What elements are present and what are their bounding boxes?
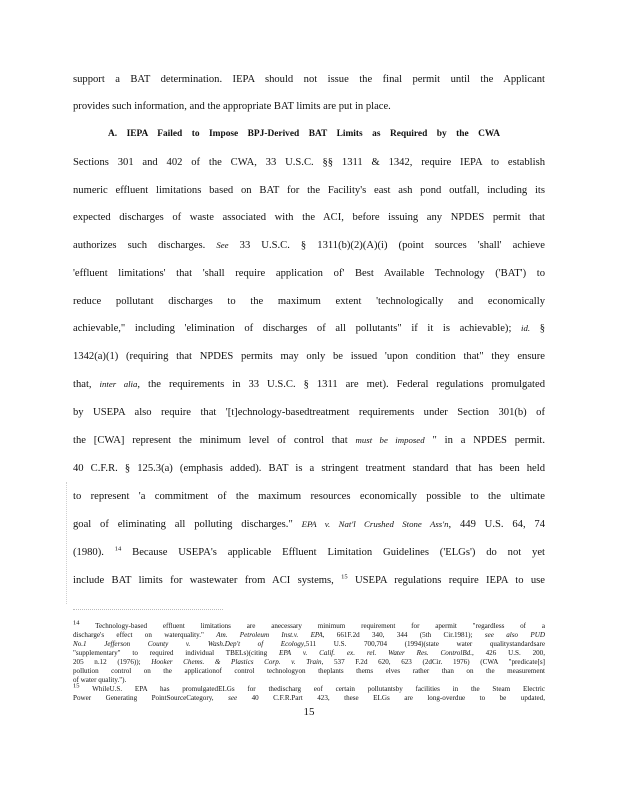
text-run: that, [73, 379, 92, 390]
footnote-line [73, 619, 545, 631]
body-line: numeric effluent limitations based on BAT for the Facility's east ash pond outfall, including its [73, 185, 545, 196]
body-line [73, 546, 545, 559]
footnote-line [73, 631, 545, 640]
case-name: Hooker Chems. & Plastics Corp. v. Train [151, 658, 322, 666]
footnote-number: 15 [73, 682, 80, 690]
footnote-line [73, 694, 545, 703]
text-run: , 426 U.S. 200, [471, 649, 545, 657]
case-signal: id. [521, 323, 531, 333]
text-run: ,511 U.S. 700,704 (1994)(state water qualitystandardsare [304, 640, 545, 648]
body-line: to represent 'a commitment of the maximum resources economically possible to the ultimate [73, 491, 545, 502]
body-line: provides such information, and the appropriate BAT limits are put in place. [73, 101, 391, 112]
footnote-number: 14 [73, 619, 80, 627]
case-signal: See [216, 240, 229, 250]
body-line: 40 C.F.R. § 125.3(a) (emphasis added). BAT is a stringent treatment standard that has been held [73, 463, 545, 474]
page-number: 15 [303, 706, 315, 718]
text-run: achievable," including 'elimination of discharges of all pollutants" if it is achievable); [73, 323, 512, 334]
body-line: reduce pollutant discharges to the maximum extent 'technologically and economically [73, 296, 545, 307]
text-run: " in a NPDES permit. [432, 435, 546, 446]
body-line: 'effluent limitations' that 'shall require application of' Best Available Technology ('BAT') to [73, 268, 545, 279]
emphasis: must be imposed [355, 435, 425, 445]
case-signal: see [228, 694, 238, 702]
text-run: 33 U.S.C. § 1311(b)(2)(A)(i) (point sources 'shall' achieve [239, 240, 546, 251]
text-run: 40 C.F.R.Part 423, these ELGs are long-overdue to be updated, [251, 694, 545, 702]
text-run: discharge's effect on waterquality." [73, 631, 204, 639]
body-line: support a BAT determination. IEPA should not issue the final permit until the Applicant [73, 74, 545, 85]
body-line: 1342(a)(1) (requiring that NPDES permits may only be issued 'upon condition that" they ensure [73, 351, 545, 362]
footnote-line: of water quality."). [73, 676, 127, 684]
margin-mark [66, 482, 67, 604]
body-line [73, 434, 545, 447]
text-run: Technology-based effluent limitations are anecessary minimum requirement for apermit "regardless of a [95, 622, 545, 630]
case-name: EPA v. Calif. ex. rel. Water Res. ControlBd. [279, 649, 472, 657]
section-heading: A. IEPA Failed to Impose BPJ-Derived BAT Limits as Required by the CWA [108, 129, 500, 139]
case-name: Am. Petroleum Inst.v. EPA [216, 631, 323, 639]
body-line: Sections 301 and 402 of the CWA, 33 U.S.C. §§ 1311 & 1342, require IEPA to establish [73, 157, 545, 168]
body-line [73, 322, 545, 335]
footnote-line: pollution control on the applicationof control technologyon theplants thems elves rather than on the measurement [73, 667, 545, 675]
body-line [73, 574, 545, 587]
text-run: , 537 F.2d 620, 623 (2dCir. 1976) (CWA "predicate[s] [321, 658, 545, 666]
text-run: Power Generating PointSourceCategory, [73, 694, 214, 702]
text-run: include BAT limits for wastewater from ACI systems, [73, 575, 334, 586]
text-run: Because USEPA's applicable Effluent Limitation Guidelines ('ELGs') do not yet [132, 547, 545, 558]
text-run: , the requirements in 33 U.S.C. § 1311 are met). Federal regulations promulgated [137, 379, 546, 390]
footnote-line [73, 682, 545, 694]
footnote-line [73, 649, 545, 658]
body-line [73, 239, 545, 252]
body-line: expected discharges of waste associated with the ACI, before issuing any NPDES permit that [73, 212, 545, 223]
text-run: (1980). [73, 547, 104, 558]
body-line [73, 518, 545, 531]
footnote-ref: 15 [341, 573, 348, 581]
text-run: , 449 U.S. 64, 74 [448, 519, 546, 530]
case-name: No.1 Jefferson County v. Wash.Dep't of Ecology [73, 640, 305, 648]
case-signal: see also PUD [484, 631, 545, 639]
case-name: EPA v. Nat'l Crushed Stone Ass'n [301, 519, 449, 529]
footnote-line [73, 658, 545, 667]
text-run: USEPA regulations require IEPA to use [354, 575, 545, 586]
latin-phrase: inter alia [99, 379, 138, 389]
body-line [73, 378, 545, 391]
text-run: the [CWA] represent the minimum level of control that [73, 435, 348, 446]
footnote-divider [73, 609, 223, 610]
text-run: WhileU.S. EPA has promulgatedELGs for thedischarg eof certain pollutantsby facilities in the Steam Electric [92, 685, 545, 693]
body-line: by USEPA also require that '[t]echnology-basedtreatment requirements under Section 301(b) of [73, 407, 545, 418]
footnote-line [73, 640, 545, 649]
footnote-ref: 14 [114, 545, 122, 553]
text-run: "supplementary" to required individual TBELs)(citing [73, 649, 268, 657]
text-run: 205 n.12 (1976)); [73, 658, 141, 666]
text-run: , 661F.2d 340, 344 (5th Cir.1981); [322, 631, 473, 639]
text-run: goal of eliminating all polluting discharges." [73, 519, 293, 530]
text-run: authorizes such discharges. [73, 240, 206, 251]
text-run: § [539, 323, 546, 334]
